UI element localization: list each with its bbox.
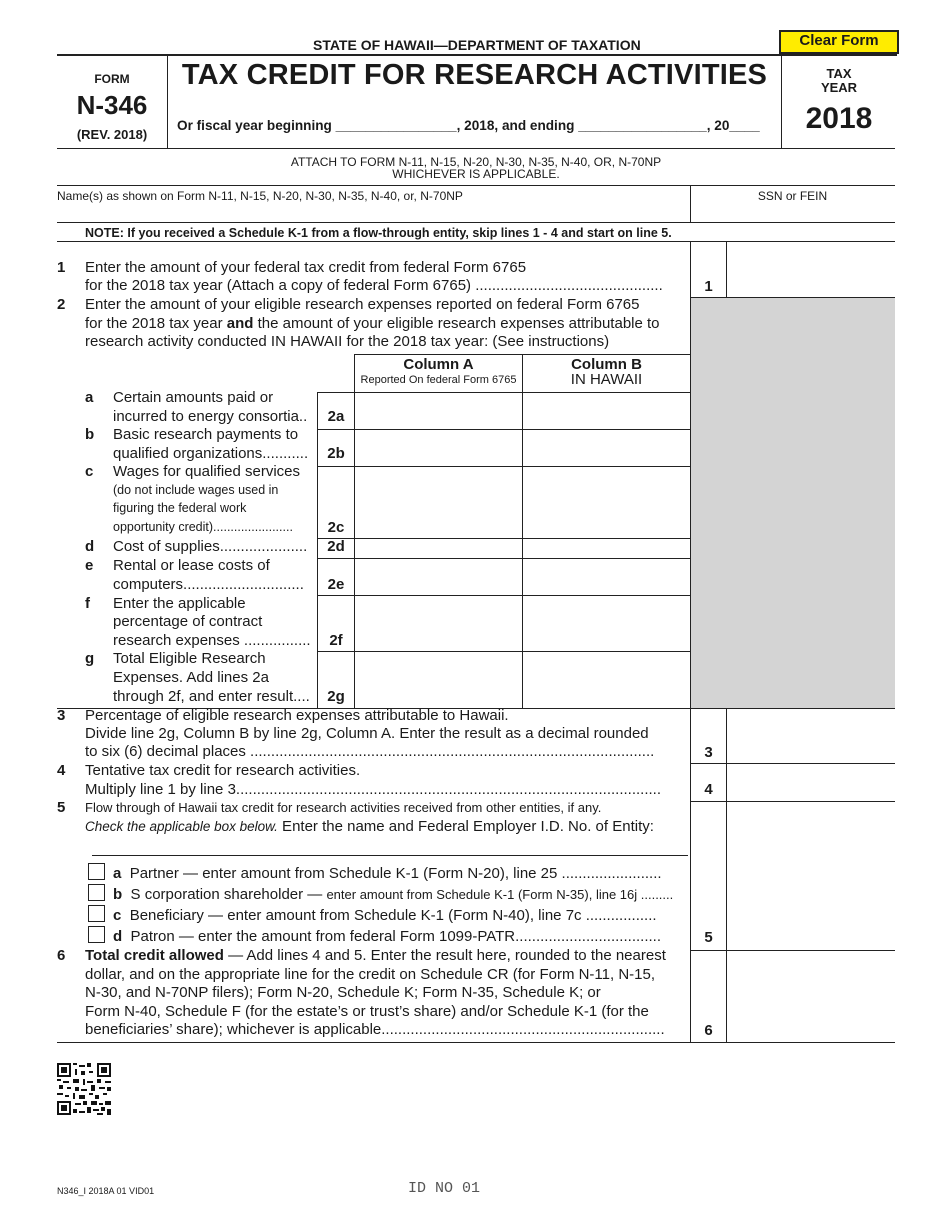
line-6-amount-field[interactable] [727,952,895,1041]
row-2f-text-2: percentage of contract [113,613,263,630]
row-2g-box: 2g [327,688,345,705]
line-5-box-number: 5 [704,929,713,946]
row-2d-column-b-field[interactable] [524,540,689,557]
line-3-number: 3 [57,707,66,724]
tax-year-label-line1: TAX [826,66,852,81]
row-2f-text-1: Enter the applicable [113,595,246,612]
row-2c-box: 2c [327,519,345,536]
option-s-corporation [113,886,685,903]
fiscal-year-line: Or fiscal year beginning ________________, 2018, and ending _________________, 20____ [177,118,760,133]
line-5-number: 5 [57,799,66,816]
line-6-text-1 [85,947,666,964]
row-2c-text-2: (do not include wages used in [113,483,279,497]
row-2c-text-4: opportunity credit)....................... [113,520,293,534]
line-1-amount-field[interactable] [727,243,895,296]
line-5-amount-field[interactable] [727,803,895,949]
option-beneficiary-text: Beneficiary — enter amount from Schedule K-1 (Form N-40), line 7c ................. [129,907,657,924]
row-2c-letter: c [85,463,94,480]
row-2b-text-2: qualified organizations........... [113,445,309,462]
option-s-corp-text-main: S corporation shareholder — [130,886,327,903]
shaded-area [691,298,895,708]
line-1-text-2: for the 2018 tax year (Attach a copy of federal Form 6765) ............................................. [85,277,663,294]
ssn-field[interactable] [692,203,894,221]
line-2-text-2-bold: and [226,315,254,332]
row-2c-text-1: Wages for qualified services [113,463,301,480]
name-field[interactable] [58,203,688,221]
row-2b-text-1: Basic research payments to [113,426,299,443]
tax-year-label [781,67,897,95]
option-partner-text: Partner — enter amount from Schedule K-1 (Form N-20), line 25 ........................ [129,865,662,882]
line-2-text-2a: for the 2018 tax year [85,315,227,332]
line-5-text-2-italic: Check the applicable box below. [85,819,278,834]
row-2e-box: 2e [327,576,345,593]
form-number: N-346 [76,90,148,120]
form-label: FORM [94,72,130,86]
row-2a-letter: a [85,389,94,406]
checkbox-beneficiary[interactable] [88,905,105,922]
line-6-text-4: Form N-40, Schedule F (for the estate’s or trust’s share) and/or Schedule K-1 (for the [85,1003,649,1020]
row-2f-letter: f [85,595,90,612]
row-2a-box: 2a [327,408,345,425]
line-4-box-number: 4 [704,781,713,798]
ssn-label: SSN or FEIN [757,189,828,203]
entity-name-fein-field[interactable] [92,838,688,855]
row-2e-text-2: computers............................. [113,576,304,593]
row-2a-text-1: Certain amounts paid or [113,389,274,406]
note: NOTE: If you received a Schedule K-1 from a flow-through entity, skip lines 1 - 4 and start on line 5. [85,226,672,240]
row-2d-text-1: Cost of supplies..................... [113,538,308,555]
line-4-text-2: Multiply line 1 by line 3...................................................................................................... [85,781,661,798]
row-2f-box: 2f [329,632,343,649]
option-beneficiary-letter: c [113,907,122,924]
row-2d-column-a-field[interactable] [356,540,521,557]
line-1-box-number: 1 [704,278,713,295]
line-2-text-2 [85,315,660,332]
row-2e-column-a-field[interactable] [356,560,521,594]
option-patron-letter: d [113,928,123,945]
column-a-subtitle: Reported On federal Form 6765 [360,374,517,386]
line-6-text-2: dollar, and on the appropriate line for the credit on Schedule CR (for Form N-11, N-15, [85,966,656,983]
row-2a-column-a-field[interactable] [356,394,521,428]
clear-form-button[interactable]: Clear Form [779,30,899,54]
option-patron-text: Patron — enter the amount from federal Form 1099-PATR................................... [130,928,661,945]
row-2c-column-a-field[interactable] [356,468,521,537]
line-6-bold: Total credit allowed [85,947,224,964]
name-label: Name(s) as shown on Form N-11, N-15, N-20, N-30, N-35, N-40, or, N-70NP [57,189,463,203]
line-3-text-1: Percentage of eligible research expenses attributable to Hawaii. [85,707,509,724]
row-2g-text-2: Expenses. Add lines 2a [113,669,269,686]
checkbox-s-corporation[interactable] [88,884,105,901]
line-6-text-1a: — Add lines 4 and 5. Enter the result here, rounded to the nearest [223,947,666,964]
row-2d-letter: d [85,538,95,555]
line-2-number: 2 [57,296,66,313]
attach-instruction [57,156,895,180]
row-2g-column-b-field[interactable] [524,653,689,707]
row-2c-text-3: figuring the federal work [113,501,247,515]
row-2c-column-b-field[interactable] [524,468,689,537]
line-3-amount-field[interactable] [727,710,895,762]
column-b-subtitle: IN HAWAII [570,371,643,388]
row-2b-letter: b [85,426,95,443]
row-2e-text-1: Rental or lease costs of [113,557,270,574]
checkbox-patron[interactable] [88,926,105,943]
option-s-corp-text-small: enter amount from Schedule K-1 (Form N-35), line 16j ......... [326,887,674,902]
id-number: ID NO 01 [408,1180,481,1197]
agency-heading: STATE OF HAWAII—DEPARTMENT OF TAXATION [313,37,641,53]
column-a-title: Column A [403,356,474,373]
option-partner-letter: a [113,865,122,882]
row-2b-box: 2b [327,445,345,462]
line-4-amount-field[interactable] [727,765,895,800]
line-3-text-2: Divide line 2g, Column B by line 2g, Column A. Enter the result as a decimal rounded [85,725,649,742]
line-6-box-number: 6 [704,1022,713,1039]
line-2-text-1: Enter the amount of your eligible research expenses reported on federal Form 6765 [85,296,640,313]
line-5-text-2b: Enter the name and Federal Employer I.D. No. of Entity: [277,818,654,835]
row-2b-column-a-field[interactable] [356,431,521,465]
line-3-text-3: to six (6) decimal places ................................................................................................. [85,743,655,760]
row-2f-text-3: research expenses ................ [113,632,311,649]
row-2a-text-2: incurred to energy consortia.. [113,408,308,425]
attach-line-2: WHICHEVER IS APPLICABLE. [392,167,560,181]
line-6-number: 6 [57,947,66,964]
line-2-text-2c: the amount of your eligible research expenses attributable to [253,315,660,332]
form-code: N346_I 2018A 01 VID01 [57,1186,155,1196]
row-2f-column-b-field[interactable] [524,597,689,650]
qr-code [57,1063,111,1115]
form-title: TAX CREDIT FOR RESEARCH ACTIVITIES [181,59,768,91]
option-s-corp-letter: b [113,886,123,903]
tax-year-label-line2: YEAR [820,80,858,95]
row-2a-column-b-field[interactable] [524,394,689,428]
line-1-number: 1 [57,259,66,276]
row-2d-box: 2d [327,538,345,555]
row-2e-letter: e [85,557,94,574]
line-4-number: 4 [57,762,66,779]
row-2b-column-b-field[interactable] [524,431,689,465]
row-2g-column-a-field[interactable] [356,653,521,707]
row-2g-text-3: through 2f, and enter result.... [113,688,310,705]
line-6-text-3: N-30, and N-70NP filers); Form N-20, Schedule K; Form N-35, Schedule K; or [85,984,601,1001]
row-2f-column-a-field[interactable] [356,597,521,650]
line-6-text-5: beneficiaries’ share); whichever is applicable.................................................................... [85,1021,665,1038]
option-patron [113,928,685,945]
line-5-text-2 [85,818,654,835]
row-2g-letter: g [85,650,95,667]
line-3-box-number: 3 [704,744,713,761]
line-2-text-3: research activity conducted IN HAWAII for the 2018 tax year: (See instructions) [85,333,610,350]
line-5-text-1: Flow through of Hawaii tax credit for research activities received from other entities, if any. [85,800,602,815]
checkbox-partner[interactable] [88,863,105,880]
form-revision: (REV. 2018) [76,127,148,142]
option-beneficiary [113,907,685,924]
row-2e-column-b-field[interactable] [524,560,689,594]
line-4-text-1: Tentative tax credit for research activities. [85,762,361,779]
column-b-title: Column B [571,356,642,373]
option-partner [113,865,685,882]
tax-year: 2018 [805,102,873,135]
attach-line-1: ATTACH TO FORM N-11, N-15, N-20, N-30, N-35, N-40, OR, N-70NP [290,155,662,169]
row-2g-text-1: Total Eligible Research [113,650,266,667]
line-1-text-1: Enter the amount of your federal tax credit from federal Form 6765 [85,259,527,276]
